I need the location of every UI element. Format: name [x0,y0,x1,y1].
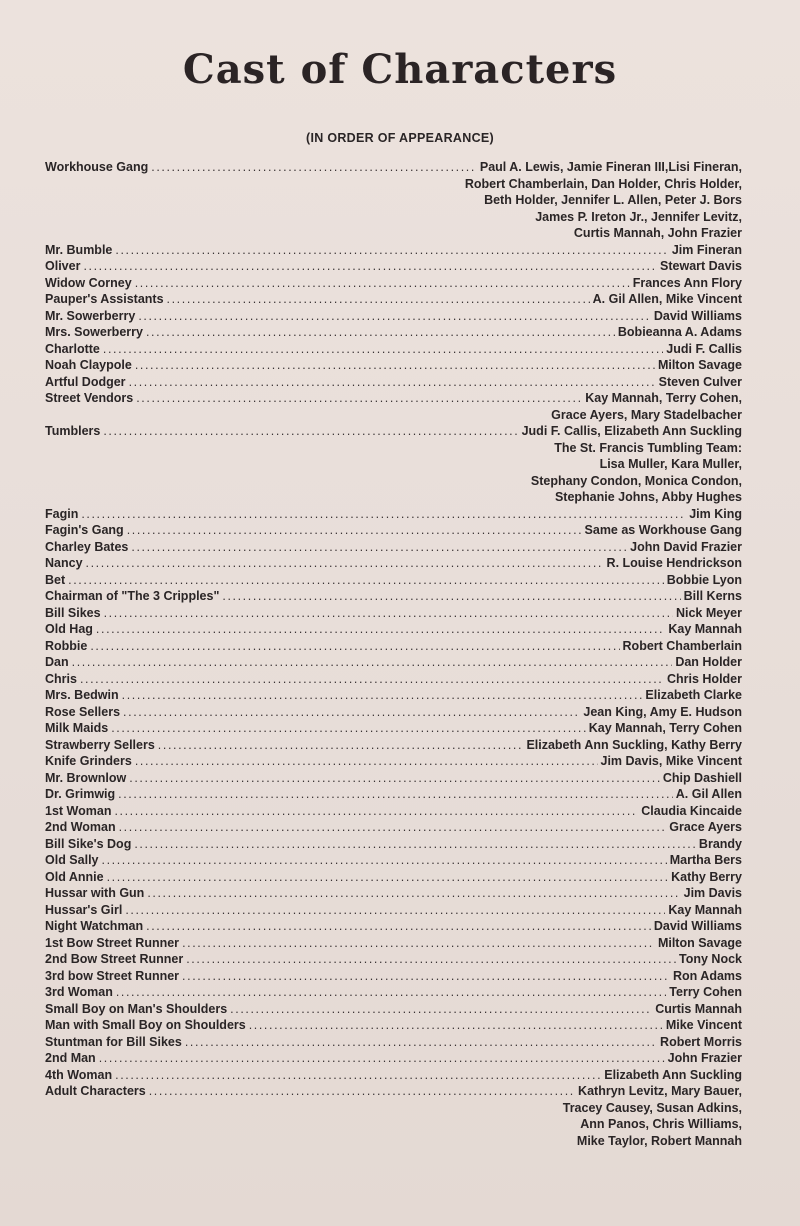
cast-entry [45,605,742,622]
actor-name-continued: Stephanie Johns, Abby Hughes [554,490,742,504]
cast-entry [45,506,742,523]
actor-name: Jim Davis, Mike Vincent [600,754,742,768]
cast-entry [45,1067,742,1084]
dot-leader [129,374,656,391]
dot-leader [115,1067,601,1084]
actor-name: Kay Mannah, Terry Cohen [588,721,742,735]
character-name: Old Hag [45,622,93,636]
actor-name: John David Frazier [630,539,742,554]
dot-leader [146,918,651,935]
actor-name: Judi F. Callis, Elizabeth Ann Suckling [521,424,742,438]
character-name: Street Vendors [45,391,134,405]
character-name: 1st Woman [45,803,112,818]
dot-leader [158,737,524,754]
character-name: Robbie [45,638,88,653]
actor-name: Milton Savage [657,358,742,372]
cast-entry [45,242,742,259]
character-name: Widow Corney [45,275,132,290]
character-name: Oliver [45,259,81,273]
cast-entry [45,324,742,341]
actor-name: Bobieanna A. Adams [617,325,742,339]
cast-entry [45,275,742,292]
dot-leader [134,836,696,853]
character-name: 3rd bow Street Runner [45,968,180,983]
character-name: Knife Grinders [45,754,132,768]
actor-name: David Williams [653,919,742,933]
actor-name: Same as Workhouse Gang [584,523,742,537]
character-name: Artful Dodger [45,374,126,389]
character-name: 2nd Bow Street Runner [45,952,184,966]
cast-entry [45,1001,742,1018]
actor-name: Dan Holder [675,655,742,669]
dot-leader [135,275,630,292]
character-name: Man with Small Boy on Shoulders [45,1018,246,1032]
actor-name: Curtis Mannah [655,1001,742,1016]
actor-name: Jim King [689,506,742,521]
actor-name: Mike Vincent [665,1018,742,1032]
character-name: Mr. Brownlow [45,770,127,785]
character-name: Fagin's Gang [45,523,124,537]
character-name: Mrs. Bedwin [45,688,119,702]
dot-leader [72,654,673,671]
actor-name: Elizabeth Ann Suckling, Kathy Berry [526,737,742,752]
character-name: Rose Sellers [45,704,121,719]
cast-list [45,159,742,1149]
actor-name-continued: Curtis Mannah, John Frazier [573,226,742,240]
character-name: Bill Sikes [45,605,101,620]
cast-entry [45,984,742,1001]
cast-entry [45,869,742,886]
cast-entry [45,308,742,325]
actor-name: Milton Savage [657,935,742,950]
actor-name: Bobbie Lyon [666,572,742,587]
cast-entry [45,1034,742,1051]
cast-entry [45,753,742,770]
dot-leader [122,687,643,704]
page-title: Cast of Characters [182,46,618,93]
actor-name: Judi F. Callis [666,341,742,356]
dot-leader [182,968,670,985]
cast-entry [45,852,742,869]
actor-name-continued: Ann Panos, Chris Williams, [580,1117,742,1131]
dot-leader [138,308,651,325]
dot-leader [119,819,667,836]
dot-leader [135,753,598,770]
dot-leader [99,1050,665,1067]
dot-leader [135,357,655,374]
character-name: Bet [45,572,66,587]
actor-name: Jim Davis [683,886,742,900]
actor-name: Kay Mannah, Terry Cohen, [585,391,742,405]
dot-leader [129,770,660,787]
actor-name: Bill Kerns [683,589,742,603]
cast-entry [45,770,742,787]
actor-name: A. Gil Allen [675,787,742,801]
cast-entry [45,786,742,803]
actor-name: Kathryn Levitz, Mary Bauer, [578,1084,742,1098]
dot-leader [116,984,666,1001]
actor-name: Jean King, Amy E. Hudson [583,704,742,719]
actor-name-continued: Grace Ayers, Mary Stadelbacher [551,407,742,422]
character-name: Noah Claypole [45,358,132,372]
dot-leader [222,588,680,605]
cast-entry [45,621,742,638]
actor-name: R. Louise Hendrickson [606,556,742,570]
actor-name: A. Gil Allen, Mike Vincent [592,292,742,306]
character-name: Charlotte [45,341,100,356]
character-name: Chris [45,671,77,686]
character-name: Fagin [45,506,79,521]
cast-entry [45,159,742,176]
actor-name-continued: Stephany Condon, Monica Condon, [530,473,742,488]
dot-leader [151,159,477,176]
cast-entry [45,522,742,539]
character-name: Pauper's Assistants [45,292,164,306]
dot-leader [102,852,667,869]
character-name: Chairman of "The 3 Cripples" [45,589,220,603]
dot-leader [68,572,664,589]
actor-name-continued: Beth Holder, Jennifer L. Allen, Peter J. Bors [484,193,742,207]
actor-name: John Frazier [667,1051,742,1065]
cast-entry [45,885,742,902]
character-name: 2nd Woman [45,820,116,834]
character-name: Stuntman for Bill Sikes [45,1034,182,1049]
cast-entry [45,1017,742,1034]
cast-entry [45,572,742,589]
cast-entry [45,968,742,985]
dot-leader [80,671,664,688]
character-name: Strawberry Sellers [45,737,155,752]
character-name: Night Watchman [45,919,144,933]
page-subtitle: (IN ORDER OF APPEARANCE) [306,131,494,145]
dot-leader [114,803,638,820]
dot-leader [230,1001,652,1018]
actor-name: Terry Cohen [669,985,742,999]
character-name: 3rd Woman [45,985,113,999]
character-name: Mrs. Sowerberry [45,325,143,339]
character-name: Hussar's Girl [45,902,123,917]
cast-entry [45,390,742,407]
actor-name: Robert Chamberlain [622,638,742,653]
dot-leader [182,935,655,952]
dot-leader [83,258,657,275]
character-name: 1st Bow Street Runner [45,935,180,950]
cast-entry [45,1083,742,1100]
cast-entry [45,720,742,737]
cast-entry [45,918,742,935]
cast-entry [45,902,742,919]
dot-leader [103,423,518,440]
cast-entry [45,374,742,391]
actor-name: Chris Holder [666,671,742,686]
cast-entry [45,654,742,671]
cast-entry [45,341,742,358]
character-name: Adult Characters [45,1084,146,1098]
actor-name: Paul A. Lewis, Jamie Fineran III,Lisi Fineran, [479,160,742,174]
dot-leader [149,1083,575,1100]
cast-entry [45,638,742,655]
cast-entry [45,357,742,374]
character-name: Milk Maids [45,721,109,735]
character-name: Tumblers [45,424,101,438]
actor-name: Tony Nock [679,952,742,966]
character-name: Mr. Bumble [45,242,113,257]
actor-name: Elizabeth Clarke [645,688,742,702]
actor-name-continued: Robert Chamberlain, Dan Holder, Chris Holder, [464,176,742,191]
character-name: Dr. Grimwig [45,787,116,801]
dot-leader [107,869,669,886]
dot-leader [136,390,582,407]
dot-leader [186,951,676,968]
dot-leader [111,720,586,737]
actor-name: Steven Culver [658,374,742,389]
actor-name: Brandy [698,836,742,851]
actor-name-continued: James P. Ireton Jr., Jennifer Levitz, [535,209,742,224]
dot-leader [249,1017,663,1034]
dot-leader [81,506,686,523]
dot-leader [125,902,665,919]
cast-entry [45,819,742,836]
cast-entry [45,704,742,721]
character-name: Old Sally [45,853,99,867]
actor-name: Robert Morris [660,1034,742,1049]
dot-leader [185,1034,657,1051]
character-name: Workhouse Gang [45,160,149,174]
cast-entry [45,291,742,308]
actor-name: Jim Fineran [671,242,742,257]
actor-name: Frances Ann Flory [632,275,742,290]
actor-name: Kathy Berry [671,869,742,884]
actor-name: Stewart Davis [660,259,742,273]
cast-entry [45,935,742,952]
actor-name: David Williams [653,308,742,323]
cast-entry [45,588,742,605]
cast-entry [45,555,742,572]
actor-name-continued: The St. Francis Tumbling Team: [554,440,742,455]
actor-name: Kay Mannah [668,902,742,917]
actor-name-continued: Lisa Muller, Kara Muller, [599,457,742,471]
actor-name: Kay Mannah [668,622,742,636]
character-name: Small Boy on Man's Shoulders [45,1001,228,1016]
character-name: 2nd Man [45,1051,96,1065]
character-name: Charley Bates [45,539,129,554]
dot-leader [104,605,673,622]
cast-entry [45,687,742,704]
dot-leader [147,885,680,902]
actor-name: Elizabeth Ann Suckling [604,1067,742,1082]
cast-entry [45,671,742,688]
actor-name: Nick Meyer [675,605,742,620]
cast-entry [45,951,742,968]
actor-name: Martha Bers [669,853,742,867]
character-name: Mr. Sowerberry [45,308,136,323]
actor-name: Grace Ayers [669,820,742,834]
actor-name: Chip Dashiell [662,770,742,785]
dot-leader [90,638,619,655]
dot-leader [103,341,663,358]
dot-leader [167,291,590,308]
actor-name-continued: Mike Taylor, Robert Mannah [576,1133,742,1148]
character-name: Dan [45,655,69,669]
cast-entry [45,803,742,820]
dot-leader [118,786,673,803]
dot-leader [123,704,580,721]
dot-leader [96,621,665,638]
character-name: Bill Sike's Dog [45,836,132,851]
dot-leader [115,242,668,259]
character-name: 4th Woman [45,1067,113,1082]
cast-entry [45,539,742,556]
cast-entry [45,423,742,440]
dot-leader [131,539,627,556]
dot-leader [86,555,604,572]
actor-name: Claudia Kincaide [641,803,742,818]
cast-entry [45,1050,742,1067]
character-name: Hussar with Gun [45,886,145,900]
cast-entry [45,836,742,853]
actor-name: Ron Adams [673,968,742,983]
character-name: Old Annie [45,869,104,884]
cast-entry [45,258,742,275]
dot-leader [146,324,615,341]
cast-entry [45,737,742,754]
actor-name-continued: Tracey Causey, Susan Adkins, [562,1100,742,1115]
dot-leader [127,522,582,539]
character-name: Nancy [45,556,83,570]
